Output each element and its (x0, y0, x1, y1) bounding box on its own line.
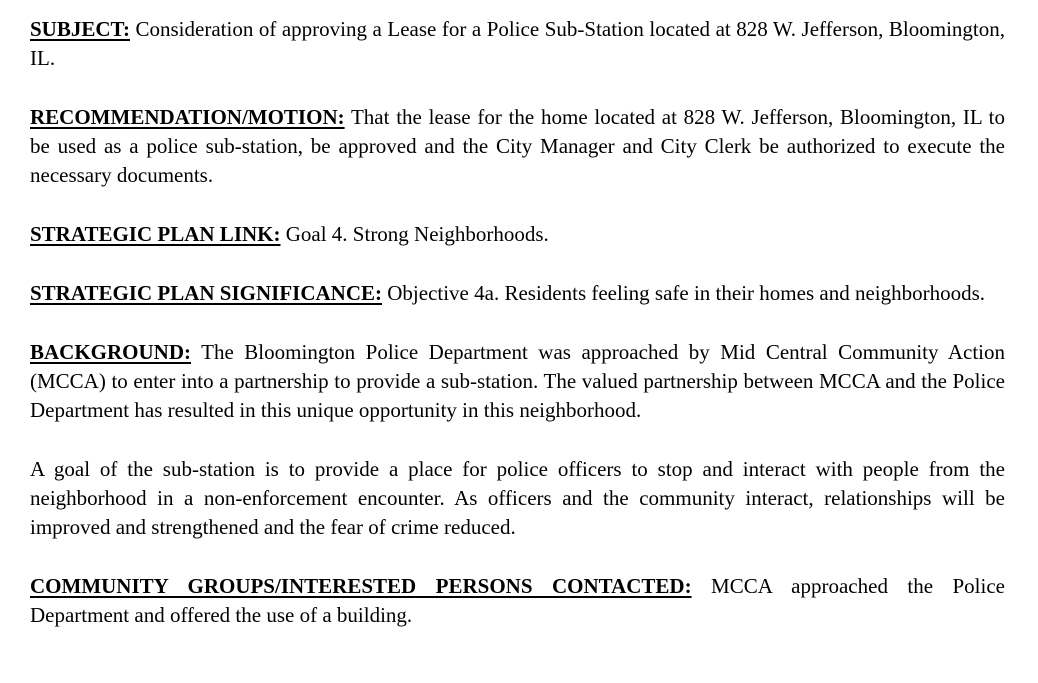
section-recommendation-motion (30, 103, 1005, 190)
section-subject (30, 15, 1005, 73)
section-strategic-plan-significance-body: Objective 4a. Residents feeling safe in their homes and neighborhoods. (387, 281, 986, 305)
section-recommendation-motion-body: That the lease for the home located at 828 W. Jefferson, Bloomington, IL to be used as a police sub-station, be approved and the City Manager and City Clerk be authorized to execute the necessary documents. (30, 105, 1005, 187)
section-goal-paragraph-body: A goal of the sub-station is to provide a place for police officers to stop and interact with people from the neighborhood in a non-enforcement encounter. As officers and the community interact, relationships will be improved and strengthened and the fear of crime reduced. (30, 457, 1005, 539)
section-subject-body: Consideration of approving a Lease for a Police Sub-Station located at 828 W. Jefferson, Bloomington, IL. (30, 17, 1006, 70)
section-strategic-plan-link-body: Goal 4. Strong Neighborhoods. (285, 222, 549, 246)
section-background-heading: BACKGROUND: (30, 340, 191, 364)
section-strategic-plan-significance-heading: STRATEGIC PLAN SIGNIFICANCE: (30, 281, 382, 305)
section-community-groups-body: MCCA approached the Police Department and offered the use of a building. (30, 574, 1005, 627)
section-goal-paragraph (30, 455, 1005, 542)
section-community-groups-heading: COMMUNITY GROUPS/INTERESTED PERSONS CONTACTED: (30, 574, 692, 598)
section-recommendation-motion-heading: RECOMMENDATION/MOTION: (30, 105, 345, 129)
section-strategic-plan-link (30, 220, 1005, 249)
section-background (30, 338, 1005, 425)
section-subject-heading: SUBJECT: (30, 17, 130, 41)
section-strategic-plan-significance (30, 279, 1005, 308)
section-background-body: The Bloomington Police Department was approached by Mid Central Community Action (MCCA) to enter into a partnership to provide a sub-station. The valued partnership between MCCA and the Police Department has resulted in this unique opportunity in this neighborhood. (30, 340, 1005, 422)
section-strategic-plan-link-heading: STRATEGIC PLAN LINK: (30, 222, 281, 246)
section-community-groups (30, 572, 1005, 630)
